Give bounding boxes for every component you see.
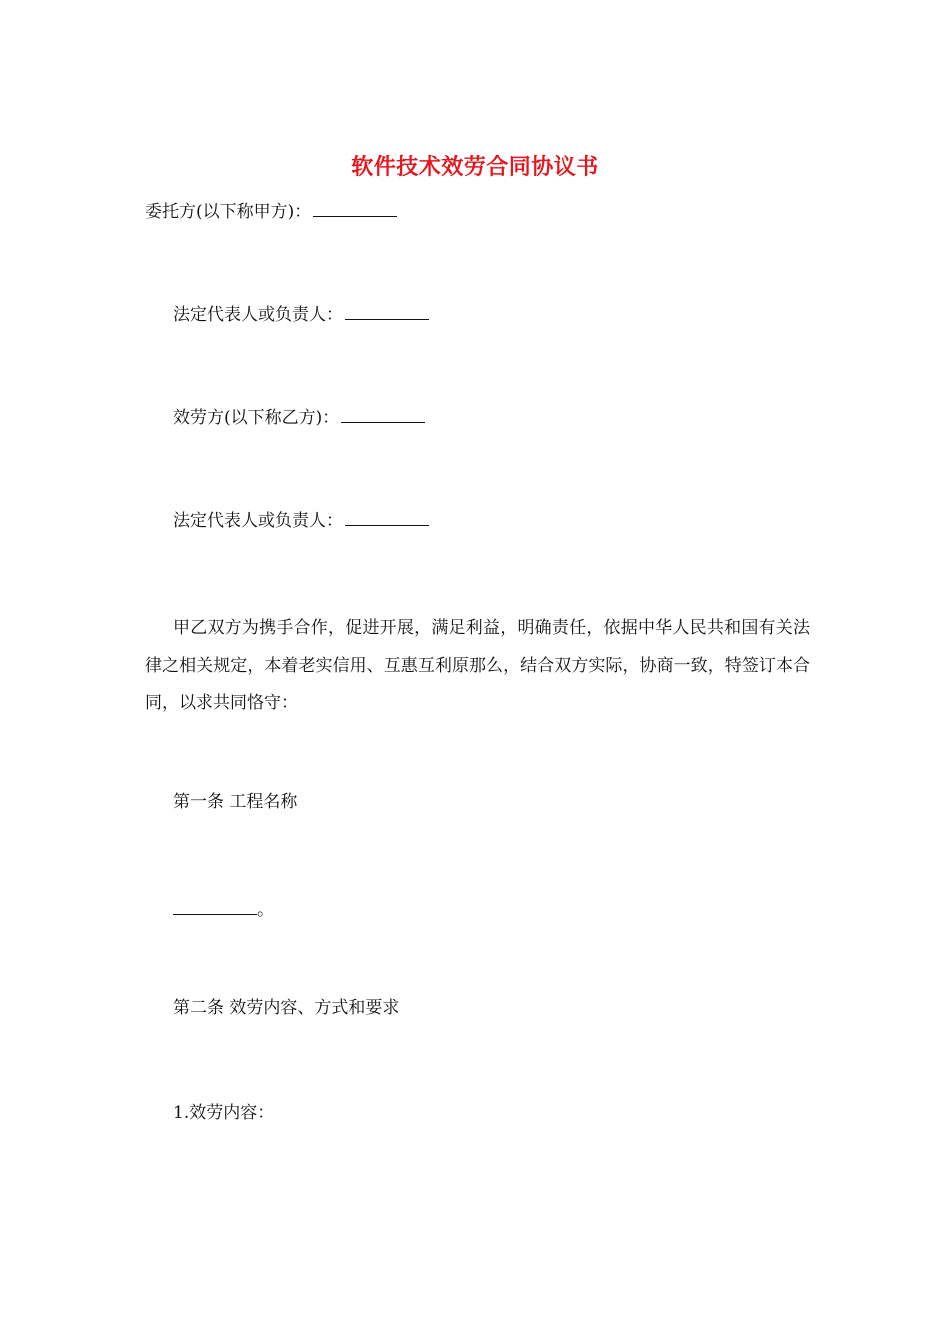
client-rep-blank xyxy=(345,304,429,320)
provider-label: 效劳方(以下称乙方)： xyxy=(173,408,340,428)
project-name-blank xyxy=(173,899,257,915)
preamble-paragraph: 甲乙双方为携手合作，促进开展，满足利益，明确责任，依据中华人民共和国有关法律之相关规定，本着老实信用、互惠互利原那么，结合双方实际，协商一致，特签订本合同，以求共同恪守： xyxy=(145,618,810,713)
article1-end: 。 xyxy=(257,900,274,920)
client-rep-label: 法定代表人或负责人： xyxy=(173,305,343,325)
provider-rep-label: 法定代表人或负责人： xyxy=(173,511,343,531)
article1-heading: 第一条 工程名称 xyxy=(173,792,298,812)
client-blank xyxy=(313,201,397,217)
item1-label: 1.效劳内容： xyxy=(173,1103,275,1123)
provider-rep-line xyxy=(173,509,429,533)
article1-content-line xyxy=(173,898,274,922)
client-line xyxy=(145,200,397,224)
document-title: 软件技术效劳合同协议书 xyxy=(351,154,599,180)
client-label: 委托方(以下称甲方)： xyxy=(145,202,312,222)
provider-line xyxy=(173,406,425,430)
provider-rep-blank xyxy=(345,510,429,526)
client-rep-line xyxy=(173,303,429,327)
provider-blank xyxy=(341,407,425,423)
article2-heading: 第二条 效劳内容、方式和要求 xyxy=(173,998,400,1018)
